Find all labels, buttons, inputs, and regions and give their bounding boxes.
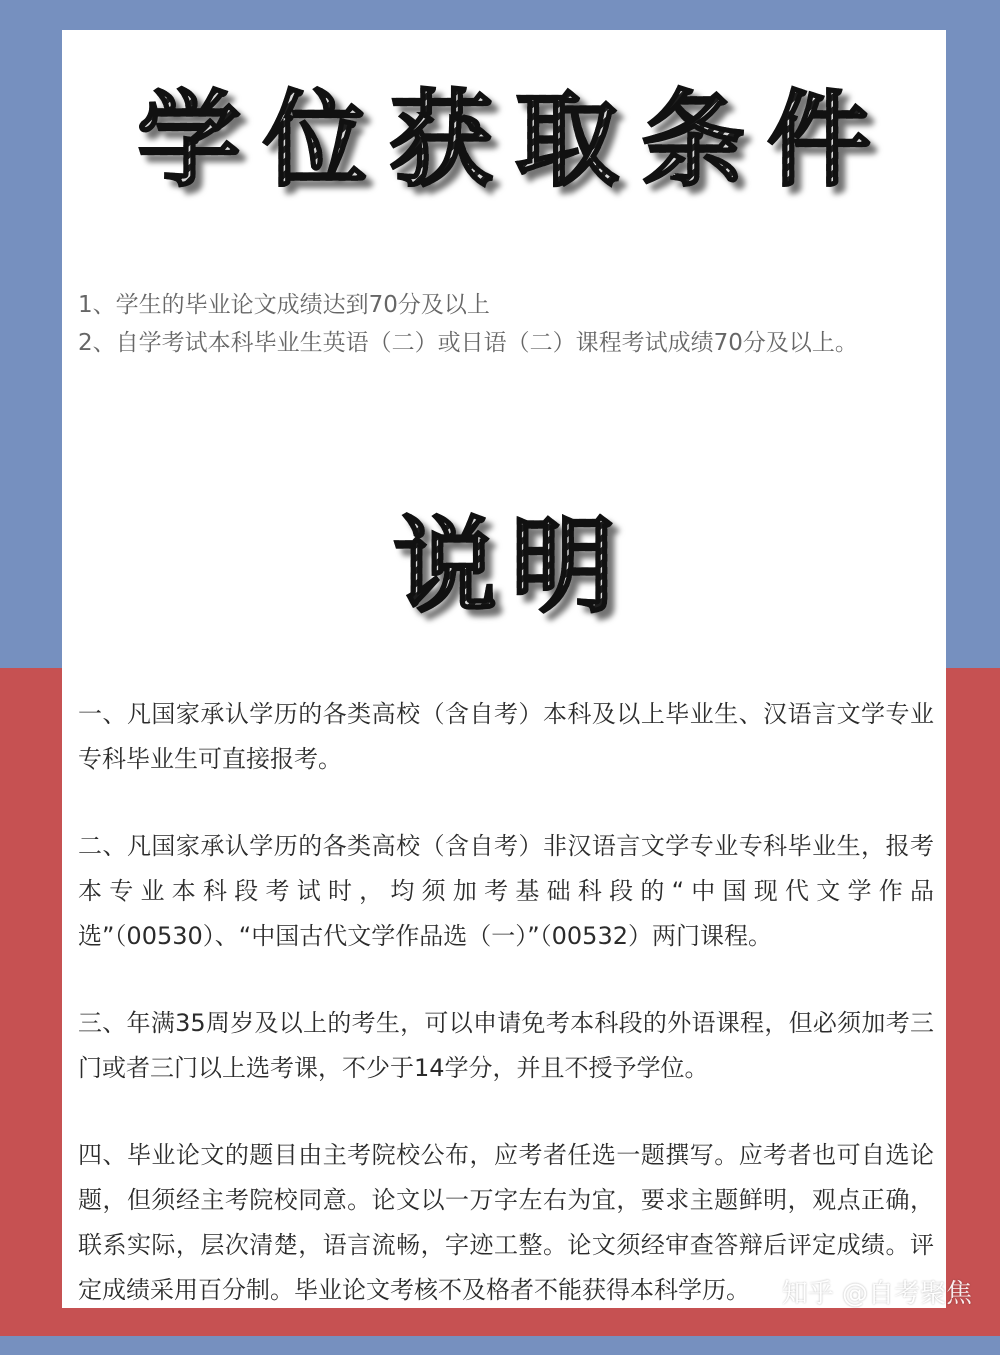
- conditions-list: [78, 286, 938, 362]
- note-paragraph: 四、毕业论文的题目由主考院校公布，应考者任选一题撰写。应考者也可自选论题，但须经主考院校同意。论文以一万字左右为宜，要求主题鲜明，观点正确，联系实际，层次清楚，语言流畅，字迹工整。论文须经审查答辩后评定成绩。评定成绩采用百分制。毕业论文考核不及格者不能获得本科学历。: [78, 1141, 934, 1304]
- note-paragraph: 二、凡国家承认学历的各类高校（含自考）非汉语言文学专业专科毕业生，报考本专业本科段考试时，均须加考基础科段的“中国现代文学作品选”（00530）、“中国古代文学作品选（一）”（00532）两门课程。: [78, 832, 934, 950]
- content-card: [62, 30, 946, 1308]
- page-title: 学位获取条件: [62, 88, 946, 192]
- note-paragraph: 一、凡国家承认学历的各类高校（含自考）本科及以上毕业生、汉语言文学专业专科毕业生可直接报考。: [78, 700, 934, 773]
- watermark: 知乎 @自考聚焦: [781, 1279, 972, 1309]
- note-paragraph: 三、年满35周岁及以上的考生，可以申请免考本科段的外语课程，但必须加考三门或者三门以上选考课，不少于14学分，并且不授予学位。: [78, 1009, 934, 1082]
- notes-section: [78, 692, 934, 1355]
- condition-item: 1、学生的毕业论文成绩达到70分及以上: [78, 292, 490, 318]
- condition-item: 2、自学考试本科毕业生英语（二）或日语（二）课程考试成绩70分及以上。: [78, 330, 858, 356]
- notes-title: 说明: [62, 514, 946, 618]
